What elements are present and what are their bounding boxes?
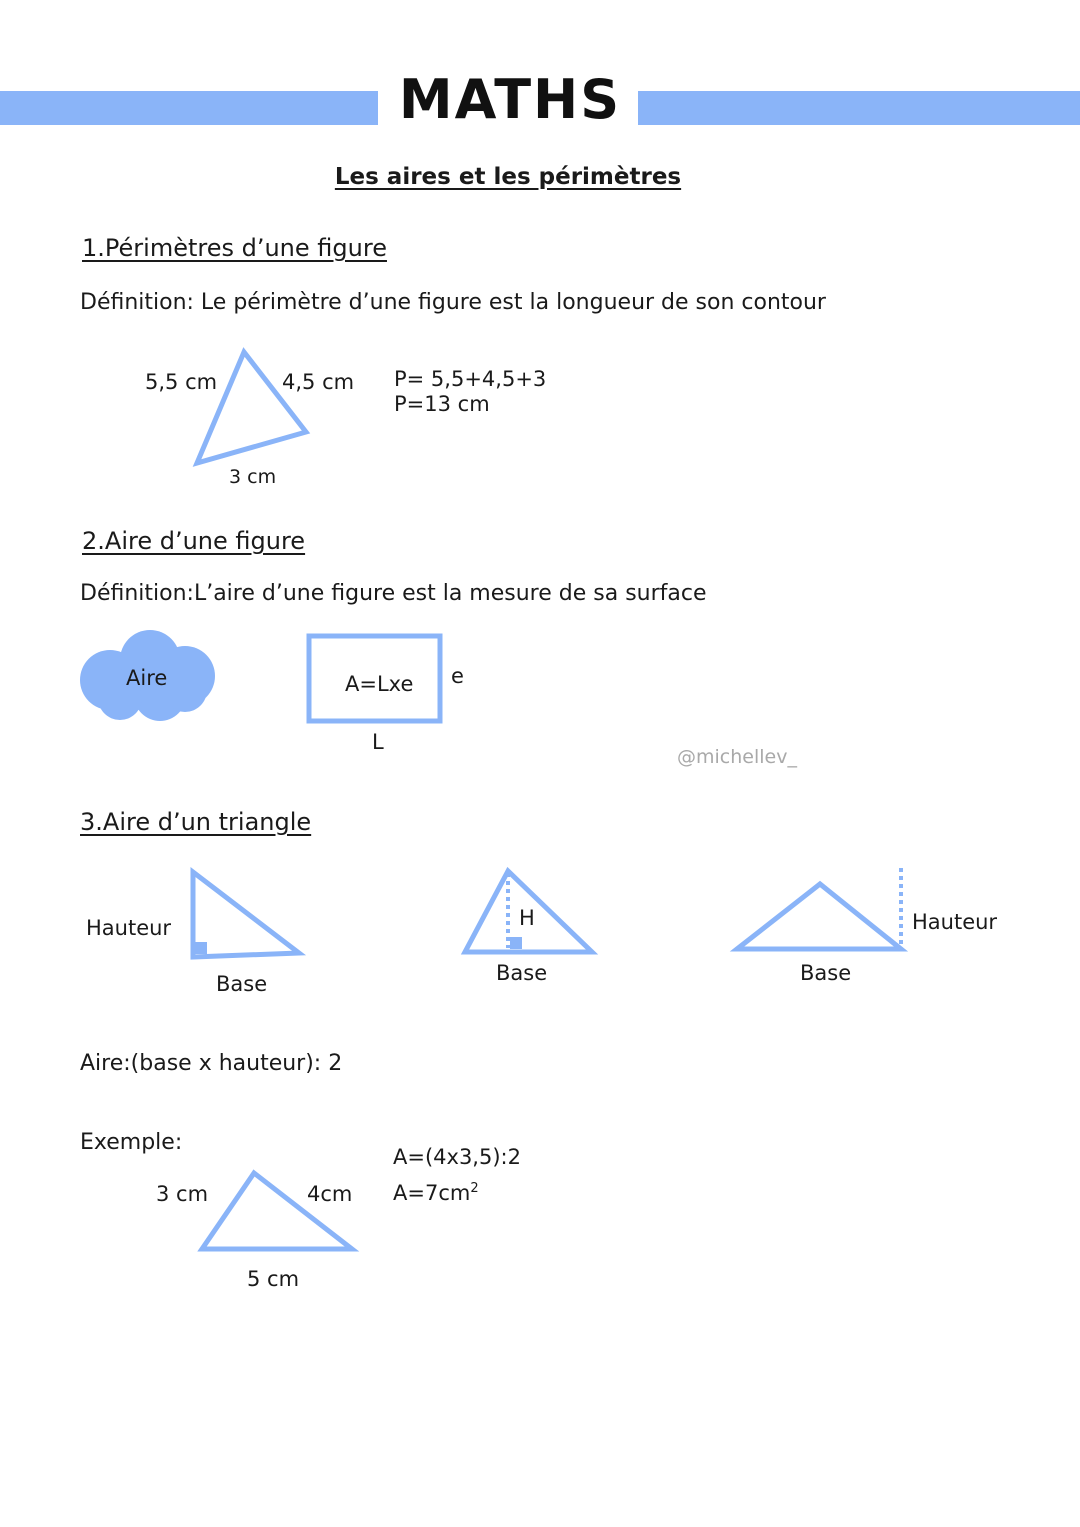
triangle1-base-label: Base	[216, 972, 268, 996]
example-formula-line2-text: A=7cm	[393, 1181, 471, 1205]
section2-heading: 2.Aire d’une figure	[82, 527, 306, 555]
perimeter-side-bottom: 3 cm	[229, 466, 277, 488]
rect-side-L: L	[372, 730, 384, 754]
example-formula-exponent: 2	[470, 1181, 479, 1196]
section2-definition: Définition:L’aire d’une figure est la mesure de sa surface	[80, 581, 707, 606]
example-formula-line2	[393, 1181, 479, 1205]
example-side-bottom: 5 cm	[247, 1267, 300, 1291]
watermark: @michellev_	[677, 746, 797, 768]
triangle2-height-label: H	[519, 906, 535, 930]
triangle2-base-label: Base	[496, 961, 548, 985]
cloud-label: Aire	[126, 666, 168, 690]
example-side-right: 4cm	[307, 1182, 353, 1206]
example-label: Exemple:	[80, 1130, 183, 1155]
triangle3-height-label: Hauteur	[912, 910, 998, 934]
triangle1-height-label: Hauteur	[86, 916, 172, 940]
perimeter-formula-line1: P= 5,5+4,5+3	[394, 367, 547, 391]
rect-side-e: e	[451, 664, 464, 688]
example-side-left: 3 cm	[156, 1182, 209, 1206]
triangle3-base-label: Base	[800, 961, 852, 985]
section3-heading: 3.Aire d’un triangle	[80, 808, 312, 836]
example-formula-line1: A=(4x3,5):2	[393, 1145, 521, 1169]
section1-definition: Définition: Le périmètre d’une figure est la longueur de son contour	[80, 290, 826, 315]
perimeter-formula-line2: P=13 cm	[394, 392, 490, 416]
triangle-area-formula: Aire:(base x hauteur): 2	[80, 1051, 343, 1076]
rect-formula: A=Lxe	[345, 672, 414, 696]
section1-heading: 1.Périmètres d’une figure	[82, 234, 387, 262]
perimeter-side-left: 5,5 cm	[145, 370, 218, 394]
page-title: MATHS	[398, 68, 622, 131]
page-subtitle: Les aires et les périmètres	[334, 164, 682, 190]
perimeter-side-right: 4,5 cm	[282, 370, 355, 394]
